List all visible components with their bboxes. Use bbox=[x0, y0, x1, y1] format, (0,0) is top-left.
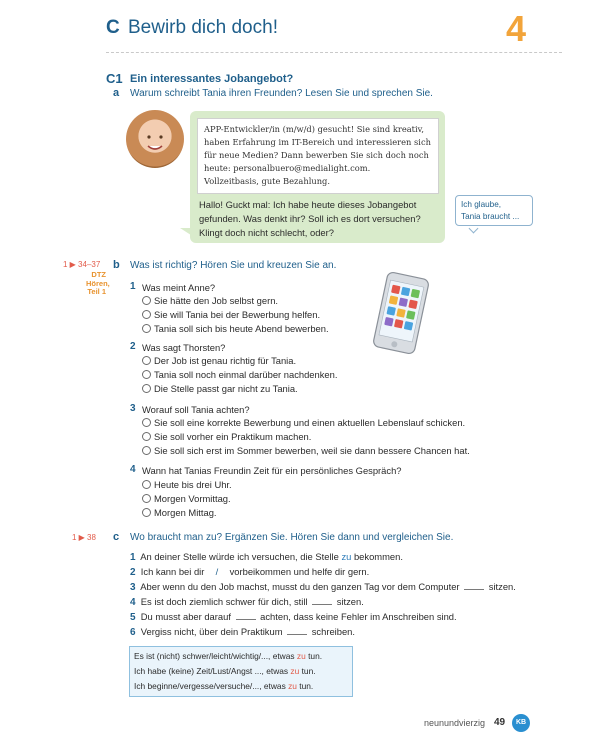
option-text: Morgen Vormittag. bbox=[154, 493, 231, 504]
task-b-instruction: Was ist richtig? Hören Sie und kreuzen Sie an. bbox=[130, 260, 337, 271]
sentence-end: achten, dass keine Fehler im Anschreiben sind. bbox=[260, 611, 457, 622]
hint-text: tun. bbox=[301, 666, 316, 676]
section-letter: C bbox=[106, 17, 120, 38]
ad-line: für neue Medien? Dann bewerben Sie sich doch noch bbox=[204, 150, 429, 160]
job-ad bbox=[197, 118, 439, 194]
dtz-label bbox=[86, 270, 110, 297]
answer-option[interactable] bbox=[142, 323, 329, 334]
question-number: 3 bbox=[130, 403, 136, 414]
answer-option[interactable] bbox=[142, 383, 298, 394]
question-number: 4 bbox=[130, 464, 136, 475]
filled-answer: zu bbox=[341, 551, 352, 562]
hint-text: Ich habe (keine) Zeit/Lust/Angst ..., etwas bbox=[134, 666, 289, 676]
speech-bubble bbox=[455, 195, 533, 226]
ad-line: haben Erfahrung im IT-Bereich und interessieren sich bbox=[204, 137, 431, 147]
ad-line: APP-Entwickler/in (m/w/d) gesucht! Sie sind kreativ, bbox=[204, 124, 424, 134]
answer-option[interactable] bbox=[142, 309, 320, 320]
task-a-letter: a bbox=[113, 87, 120, 99]
ad-line: Vollzeitbasis, gute Bezahlung. bbox=[204, 176, 330, 186]
fill-sentence bbox=[130, 551, 403, 563]
message-line: Hallo! Guckt mal: Ich habe heute dieses Jobangebot bbox=[199, 199, 417, 210]
radio-circle[interactable] bbox=[142, 310, 151, 319]
radio-circle[interactable] bbox=[142, 446, 151, 455]
option-text: Morgen Mittag. bbox=[154, 507, 217, 518]
sentence-start: Ich kann bei dir bbox=[140, 566, 205, 577]
task-a-instruction: Warum schreibt Tania ihren Freunden? Lesen Sie und sprechen Sie. bbox=[130, 88, 433, 99]
page-title: Bewirb dich doch! bbox=[128, 17, 278, 38]
kb-badge: KB bbox=[512, 714, 530, 732]
hint-line bbox=[134, 651, 322, 661]
hint-text: Es ist (nicht) schwer/leicht/wichtig/..., etwas bbox=[134, 651, 295, 661]
question-number: 1 bbox=[130, 281, 136, 292]
option-text: Sie hätte den Job selbst gern. bbox=[154, 295, 279, 306]
question-text: Worauf soll Tania achten? bbox=[142, 404, 250, 415]
blank-field[interactable] bbox=[464, 581, 484, 590]
sentence-end: sitzen. bbox=[336, 596, 364, 607]
speech-line: Ich glaube, bbox=[461, 200, 502, 209]
face-illustration bbox=[126, 110, 184, 168]
fill-sentence bbox=[130, 581, 516, 593]
radio-circle[interactable] bbox=[142, 418, 151, 427]
radio-circle[interactable] bbox=[142, 432, 151, 441]
answer-option[interactable] bbox=[142, 417, 465, 428]
sentence-start: Vergiss nicht, über dein Praktikum bbox=[140, 626, 283, 637]
page-number-word: neunundvierzig bbox=[424, 718, 486, 728]
option-text: Sie soll sich erst im Sommer bewerben, weil sie dann bessere Chancen hat. bbox=[154, 445, 470, 456]
answer-option[interactable] bbox=[142, 355, 296, 366]
message-line: Klingt doch nicht schlecht, oder? bbox=[199, 227, 334, 238]
question-text: Was sagt Thorsten? bbox=[142, 342, 226, 353]
task-c-letter: c bbox=[113, 531, 120, 543]
sentence-number: 2 bbox=[130, 567, 136, 578]
sentence-start: Aber wenn du den Job machst, musst du den ganzen Tag vor dem Computer bbox=[140, 581, 460, 592]
fill-sentence bbox=[130, 566, 369, 578]
hint-text: tun. bbox=[308, 651, 323, 661]
speech-line: Tania braucht ... bbox=[461, 212, 520, 221]
radio-circle[interactable] bbox=[142, 370, 151, 379]
hint-line bbox=[134, 681, 313, 691]
sentence-start: Du musst aber darauf bbox=[140, 611, 231, 622]
hint-zu: zu bbox=[290, 666, 300, 676]
fill-sentence bbox=[130, 611, 457, 623]
grammar-hint-box bbox=[129, 646, 353, 697]
dtz-line: DTZ bbox=[91, 270, 106, 279]
page-number: 49 bbox=[494, 717, 506, 728]
chat-bubble-tail bbox=[180, 228, 194, 237]
option-text: Tania soll sich bis heute Abend bewerben. bbox=[154, 323, 329, 334]
sentence-end: bekommen. bbox=[353, 551, 403, 562]
smartphone-illustration bbox=[362, 271, 440, 355]
option-text: Sie soll vorher ein Praktikum machen. bbox=[154, 431, 312, 442]
fill-sentence bbox=[130, 596, 364, 608]
answer-option[interactable] bbox=[142, 369, 337, 380]
sentence-number: 4 bbox=[130, 597, 136, 608]
option-text: Tania soll noch einmal darüber nachdenken. bbox=[154, 369, 338, 380]
answer-option[interactable] bbox=[142, 431, 311, 442]
answer-option[interactable] bbox=[142, 295, 278, 306]
hint-line bbox=[134, 666, 316, 676]
radio-circle[interactable] bbox=[142, 324, 151, 333]
radio-circle[interactable] bbox=[142, 356, 151, 365]
audio-track-ref-b: 1 ▶ 34–37 bbox=[63, 260, 101, 269]
hint-text: Ich beginne/vergesse/versuche/..., etwas bbox=[134, 681, 286, 691]
question-text: Was meint Anne? bbox=[142, 282, 216, 293]
filled-answer: / bbox=[215, 566, 219, 577]
dtz-line: Teil 1 bbox=[87, 287, 106, 296]
exercise-title: Ein interessantes Jobangebot? bbox=[130, 73, 294, 85]
answer-option[interactable] bbox=[142, 479, 232, 490]
sentence-end: sitzen. bbox=[488, 581, 516, 592]
option-text: Der Job ist genau richtig für Tania. bbox=[154, 355, 297, 366]
sentence-number: 3 bbox=[130, 582, 136, 593]
blank-field[interactable] bbox=[312, 596, 332, 605]
option-text: Heute bis drei Uhr. bbox=[154, 479, 232, 490]
option-text: Sie soll eine korrekte Bewerbung und einen aktuellen Lebenslauf schicken. bbox=[154, 417, 466, 428]
radio-circle[interactable] bbox=[142, 508, 151, 517]
question-text: Wann hat Tanias Freundin Zeit für ein persönliches Gespräch? bbox=[142, 465, 402, 476]
radio-circle[interactable] bbox=[142, 480, 151, 489]
sentence-end: vorbeikommen und helfe dir gern. bbox=[229, 566, 370, 577]
dtz-line: Hören, bbox=[86, 278, 110, 288]
hint-zu: zu bbox=[296, 651, 306, 661]
blank-field[interactable] bbox=[287, 626, 307, 635]
hint-zu: zu bbox=[288, 681, 297, 691]
answer-option[interactable] bbox=[142, 493, 231, 504]
tania-avatar bbox=[126, 110, 184, 168]
chat-message-text bbox=[199, 198, 439, 240]
exercise-number: C1 bbox=[106, 71, 123, 86]
sentence-start: An deiner Stelle würde ich versuchen, die Stelle bbox=[140, 551, 339, 562]
chapter-number: 4 bbox=[506, 8, 527, 49]
task-c-instruction: Wo braucht man zu? Ergänzen Sie. Hören Sie dann und vergleichen Sie. bbox=[130, 532, 454, 543]
sentence-end: schreiben. bbox=[311, 626, 355, 637]
audio-track-ref-c: 1 ▶ 38 bbox=[72, 533, 96, 542]
hint-text: tun. bbox=[299, 681, 314, 691]
radio-circle[interactable] bbox=[142, 384, 151, 393]
sentence-number: 6 bbox=[130, 627, 136, 638]
blank-field[interactable] bbox=[236, 611, 256, 620]
question-number: 2 bbox=[130, 341, 136, 352]
sentence-start: Es ist doch ziemlich schwer für dich, still bbox=[140, 596, 308, 607]
ad-line: heute: personalbuero@medialight.com. bbox=[204, 163, 371, 173]
sentence-number: 5 bbox=[130, 612, 136, 623]
header-divider bbox=[106, 52, 562, 53]
option-text: Die Stelle passt gar nicht zu Tania. bbox=[154, 383, 298, 394]
radio-circle[interactable] bbox=[142, 494, 151, 503]
sentence-number: 1 bbox=[130, 552, 136, 563]
message-line: gefunden. Was denkt ihr? Soll ich es dort versuchen? bbox=[199, 213, 421, 224]
radio-circle[interactable] bbox=[142, 296, 151, 305]
fill-sentence bbox=[130, 626, 355, 638]
answer-option[interactable] bbox=[142, 445, 470, 456]
task-b-letter: b bbox=[113, 259, 120, 271]
answer-option[interactable] bbox=[142, 507, 217, 518]
option-text: Sie will Tania bei der Bewerbung helfen. bbox=[154, 309, 321, 320]
